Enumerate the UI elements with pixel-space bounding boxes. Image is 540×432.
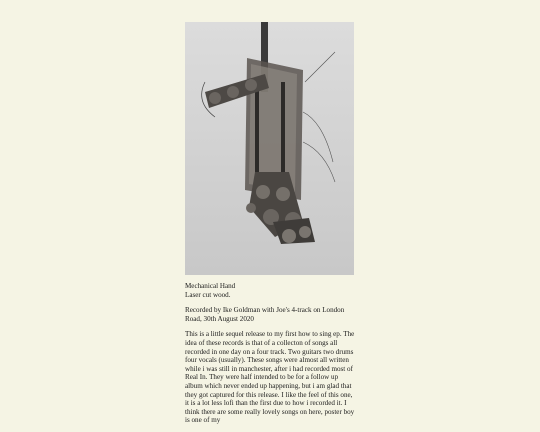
caption-title: Mechanical Hand [185, 282, 236, 290]
mechanical-hand-image [185, 22, 354, 275]
caption-subtitle: Laser cut wood. [185, 290, 231, 299]
recording-note: Recorded by Ike Goldman with Joe's 4-track on London Road, 30th August 2020 [185, 306, 345, 323]
post-content [185, 282, 355, 432]
description: This is a little sequel release to my first how to sing ep. The idea of these records is that of a collecton of songs all recorded in one day on a four track. Two guitars two drums four vocals (usually). These songs were almost all written while i was still in manchester, after i had recorded most of Real In. They were half intended to be for a follow up album which never ended up happening, but i am glad that they got captured for this release. I like the feel of this one, it is a lot less lofi than the first due to how i recorded it. I think there are some really lovely songs on here, poster boy is one of my [185, 330, 355, 425]
mechanical-hand-photo [185, 22, 354, 275]
caption [185, 282, 355, 299]
